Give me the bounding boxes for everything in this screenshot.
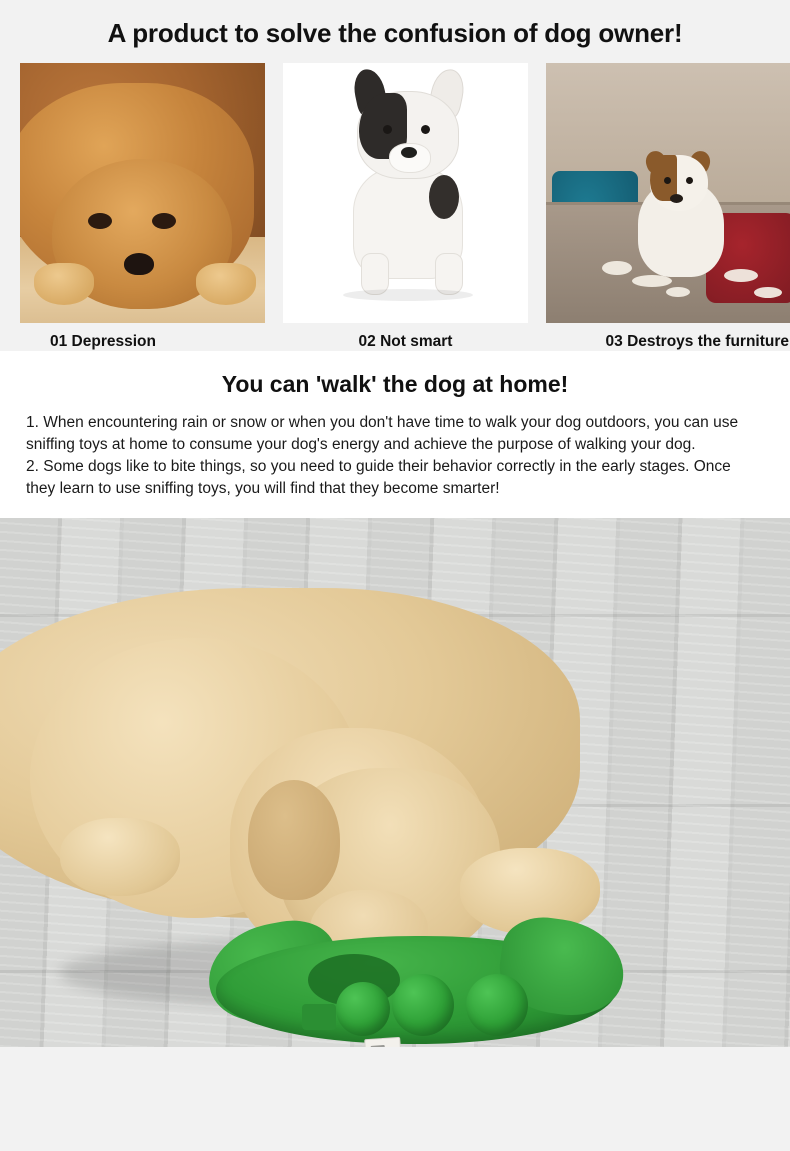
solution-section [0, 351, 790, 518]
french-bulldog-photo [283, 63, 528, 323]
problem-card-caption: 03 Destroys the furniture [605, 333, 789, 350]
problem-card-caption: 02 Not smart [358, 333, 453, 350]
sad-pomeranian-photo [20, 63, 265, 323]
problem-card [283, 63, 528, 351]
solution-paragraph-2: 2. Some dogs like to bite things, so you need to guide their behavior correctly in the early stages. Once they learn to use sniffing toys, you will find that they become smarter! [26, 458, 731, 497]
problem-card [546, 63, 790, 351]
solution-paragraph-1: 1. When encountering rain or snow or when you don't have time to walk your dog outdoors, you can use sniffing toys at home to consume your dog's energy and achieve the purpose of walking your dog. [26, 414, 739, 453]
problem-card-caption: 01 Depression [50, 333, 156, 350]
section-subtitle: You can 'walk' the dog at home! [221, 371, 569, 397]
problem-card [20, 63, 265, 351]
jack-russell-torn-sofa-photo [546, 63, 790, 323]
product-tag [364, 1037, 404, 1047]
problem-section [0, 0, 790, 351]
solution-body [0, 412, 790, 500]
golden-retriever-with-green-pea-pod-snuffle-toy-photo [0, 518, 790, 1047]
pea-pod-snuffle-toy [216, 918, 616, 1047]
page-title: A product to solve the confusion of dog owner! [107, 18, 683, 48]
problem-card-list [0, 63, 790, 351]
